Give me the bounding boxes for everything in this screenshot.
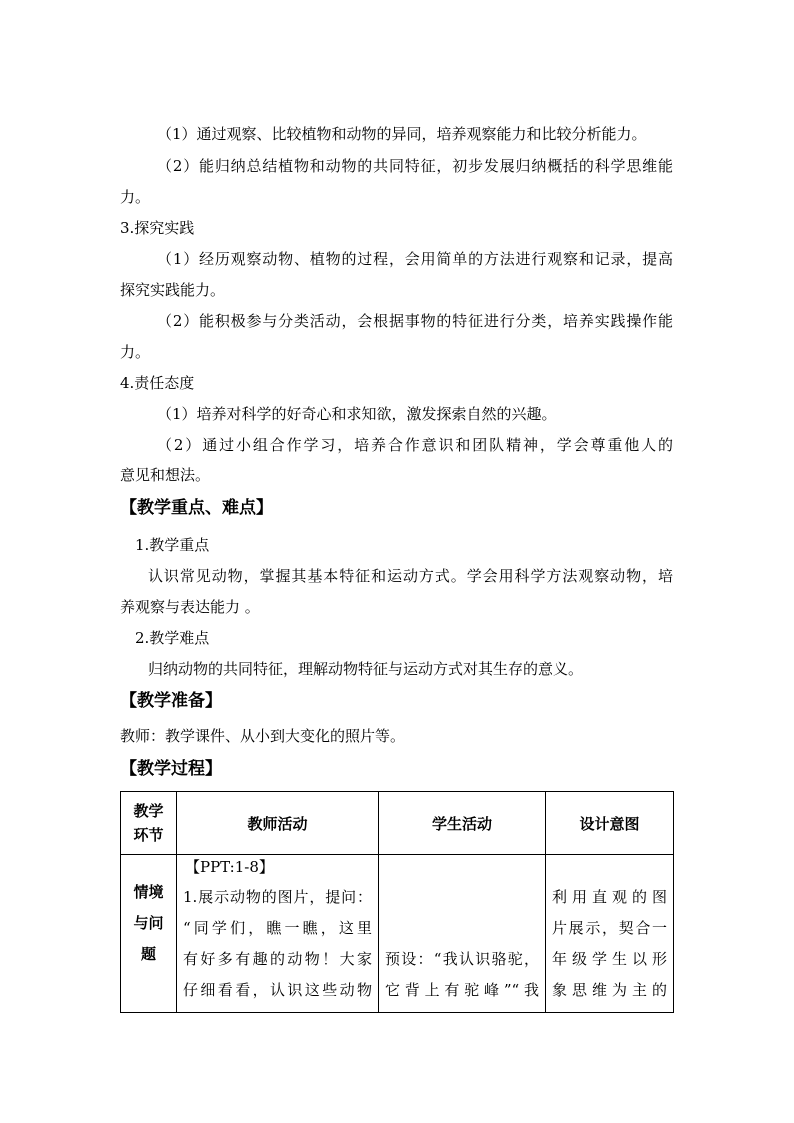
stage-line-1: 情境 [133, 883, 164, 901]
teacher-line-4: 有好多有趣的动物！大家 [183, 950, 372, 968]
teacher-line-3: “同学们，瞧一瞧，这里 [183, 919, 372, 937]
section-3-title: 3.探究实践 [120, 219, 195, 237]
preparation-text: 教师：教学课件、从小到大变化的照片等。 [120, 727, 406, 745]
intent-line-4: 象思维为主的 [552, 981, 667, 999]
header-student-activity: 学生活动 [379, 792, 546, 855]
student-line-2: 它背上有驼峰”“我 [385, 981, 539, 999]
preparation-heading: 【教学准备】 [120, 691, 222, 711]
focus-title: 1.教学重点 [135, 536, 210, 554]
section-4-item-2-line-2: 意见和想法。 [120, 466, 211, 484]
header-teacher-activity: 教师活动 [177, 792, 379, 855]
header-design-intent: 设计意图 [546, 792, 674, 855]
intent-line-1: 利用直观的图 [552, 888, 667, 906]
teacher-activity-cell [177, 855, 379, 1013]
header-stage [121, 792, 177, 855]
stage-cell [121, 855, 177, 1013]
student-activity-cell [379, 855, 546, 1013]
difficulty-title: 2.教学难点 [135, 629, 210, 647]
objective-2-item-2-line-2: 力。 [120, 188, 151, 206]
teacher-line-2: 1.展示动物的图片，提问： [183, 888, 372, 906]
objective-2-item-2-line-1: （2）能归纳总结植物和动物的共同特征，初步发展归纳概括的科学思维能 [157, 157, 673, 175]
teacher-line-5: 仔细看看，认识这些动物 [183, 981, 372, 999]
section-3-item-1-line-2: 探究实践能力。 [120, 281, 226, 299]
section-4-title: 4.责任态度 [120, 374, 195, 392]
process-table [120, 791, 674, 1013]
table-row [121, 855, 674, 1013]
section-4-item-2-line-1: （2）通过小组合作学习，培养合作意识和团队精神，学会尊重他人的 [157, 436, 673, 454]
teacher-line-1: 【PPT:1-8】 [185, 858, 274, 876]
section-3-item-1-line-1: （1）经历观察动物、植物的过程，会用简单的方法进行观察和记录，提高 [157, 250, 673, 268]
intent-line-2: 片展示，契合一 [552, 919, 667, 937]
section-4-item-1: （1）培养对科学的好奇心和求知欲，激发探索自然的兴趣。 [157, 405, 557, 423]
objective-2-item-1: （1）通过观察、比较植物和动物的异同，培养观察能力和比较分析能力。 [157, 125, 647, 143]
header-stage-line-2: 环节 [133, 826, 164, 844]
key-points-heading: 【教学重点、难点】 [120, 498, 273, 518]
design-intent-cell [546, 855, 674, 1013]
stage-line-2: 与问 [133, 914, 164, 932]
stage-line-3: 题 [140, 945, 156, 963]
table-header-row [121, 792, 674, 855]
process-heading: 【教学过程】 [120, 759, 222, 779]
section-3-item-2-line-2: 力。 [120, 343, 151, 361]
student-line-1: 预设：“我认识骆驼， [385, 950, 539, 968]
intent-line-3: 年级学生以形 [552, 950, 667, 968]
section-3-item-2-line-1: （2）能积极参与分类活动，会根据事物的特征进行分类，培养实践操作能 [157, 312, 673, 330]
focus-text-line-2: 养观察与表达能力 。 [120, 598, 260, 616]
focus-text-line-1: 认识常见动物，掌握其基本特征和运动方式。学会用科学方法观察动物，培 [148, 567, 673, 585]
header-stage-line-1: 教学 [133, 802, 164, 820]
difficulty-text: 归纳动物的共同特征，理解动物特征与运动方式对其生存的意义。 [148, 660, 584, 678]
